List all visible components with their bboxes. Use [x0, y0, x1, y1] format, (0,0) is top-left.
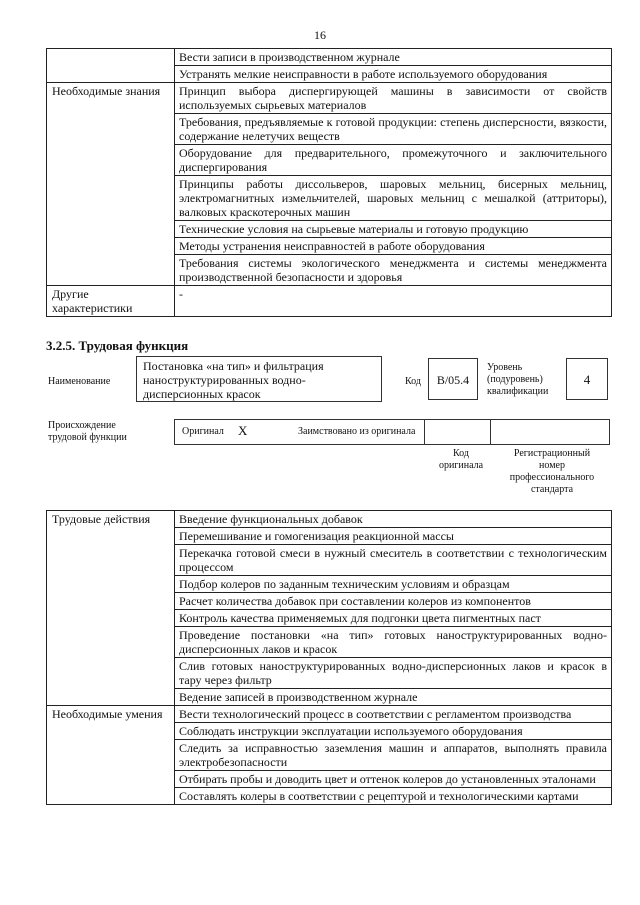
list-item: Вести записи в производственном журнале: [175, 49, 612, 66]
list-item: Вести технологический процесс в соответствии с регламентом производства: [175, 706, 612, 723]
table-row: [47, 49, 612, 66]
list-item: Подбор колеров по заданным техническим условиям и образцам: [175, 576, 612, 593]
name-label: Наименование: [48, 376, 111, 387]
level-box: [566, 358, 608, 400]
section-title: 3.2.5. Трудовая функция: [46, 338, 189, 353]
origin-divider: [424, 419, 425, 445]
table-row: [47, 286, 612, 317]
code-value: В/05.4: [436, 373, 470, 387]
level-value: 4: [583, 372, 591, 387]
list-item: Технические условия на сырьевые материалы и готовую продукцию: [175, 221, 612, 238]
list-item: Устранять мелкие неисправности в работе используемого оборудования: [175, 66, 612, 83]
level-label: Уровень (подуровень) квалификации: [487, 362, 549, 397]
list-item: Соблюдать инструкции эксплуатации используемого оборудования: [175, 723, 612, 740]
list-item: Принцип выбора диспергирующей машины в зависимости от свойств используемых сырьевых материалов: [175, 83, 612, 114]
origin-label: Происхождение трудовой функции: [48, 420, 127, 443]
code-original-caption: Код оригинала: [438, 448, 484, 471]
other-characteristics-value: -: [175, 286, 612, 317]
list-item: Требования, предъявляемые к готовой продукции: степень дисперсности, вязкости, содержание нелетучих веществ: [175, 114, 612, 145]
list-item: Введение функциональных добавок: [175, 511, 612, 528]
page-number: 16: [314, 28, 326, 42]
list-item: Расчет количества добавок при составлении колеров из компонентов: [175, 593, 612, 610]
competency-table-bottom: [46, 510, 612, 805]
code-label: Код: [405, 376, 421, 387]
other-characteristics-label: Другие характеристики: [47, 286, 175, 317]
list-item: Проведение постановки «на тип» готовых наноструктурированных водно-дисперсионных лаков и красок: [175, 627, 612, 658]
skills-label: Необходимые умения: [47, 706, 175, 805]
borrowed-label: Заимствовано из оригинала: [298, 426, 416, 437]
competency-table-top: [46, 48, 612, 317]
original-label: Оригинал: [182, 426, 224, 437]
list-item: Перемешивание и гомогенизация реакционной массы: [175, 528, 612, 545]
code-box: [428, 358, 478, 400]
function-name-box: [136, 356, 382, 402]
table-row: [47, 706, 612, 723]
list-item: Составлять колеры в соответствии с рецептурой и технологическими картами: [175, 788, 612, 805]
list-item: Требования системы экологического менеджмента и системы менеджмента производственной безопасности и здоровья: [175, 255, 612, 286]
list-item: Следить за исправностью заземления машин и аппаратов, выполнять правила электробезопасности: [175, 740, 612, 771]
list-item: Слив готовых наноструктурированных водно-дисперсионных лаков и красок в тару через фильтр: [175, 658, 612, 689]
list-item: Методы устранения неисправностей в работе оборудования: [175, 238, 612, 255]
table-cell-empty: [47, 49, 175, 83]
labor-actions-label: Трудовые действия: [47, 511, 175, 706]
list-item: Отбирать пробы и доводить цвет и оттенок колеров до установленных эталонами: [175, 771, 612, 788]
list-item: Ведение записей в производственном журнале: [175, 689, 612, 706]
function-name-value: Постановка «на тип» и фильтрация наноструктурированных водно-дисперсионных красок: [143, 359, 324, 401]
list-item: Принципы работы диссольверов, шаровых мельниц, бисерных мельниц, электромагнитных измельчителей, шаровых мельниц с мешалкой (аттриторы), валковых краскотерочных машин: [175, 176, 612, 221]
table-row: [47, 511, 612, 528]
list-item: Контроль качества применяемых для подгонки цвета пигментных паст: [175, 610, 612, 627]
list-item: Перекачка готовой смеси в нужный смеситель в соответствии с технологическим процессом: [175, 545, 612, 576]
list-item: Оборудование для предварительного, промежуточного и заключительного диспергирования: [175, 145, 612, 176]
knowledge-label: Необходимые знания: [47, 83, 175, 286]
registration-number-caption: Регистрационный номер профессионального стандарта: [509, 448, 595, 495]
origin-divider: [490, 419, 491, 445]
original-mark: X: [238, 423, 248, 438]
table-row: [47, 83, 612, 114]
